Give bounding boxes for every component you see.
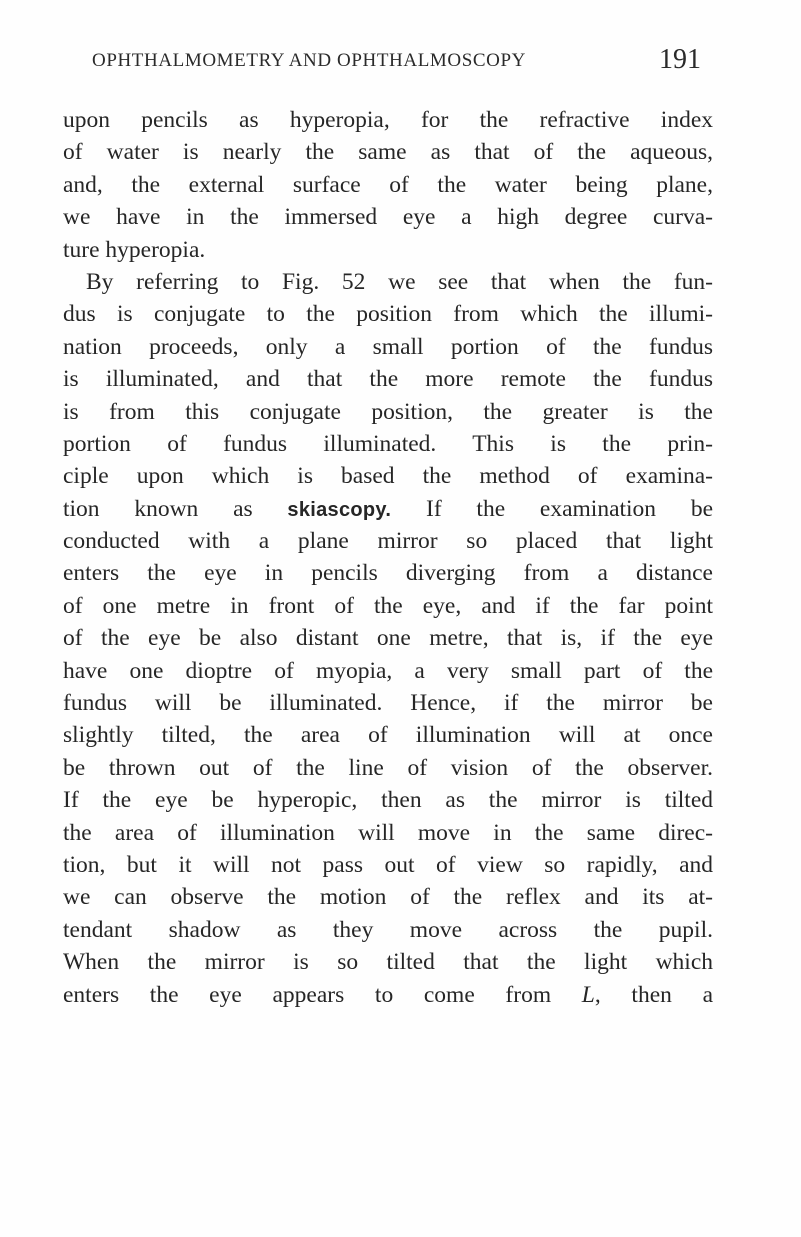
text-line-start: enters the eye appears to come from bbox=[63, 981, 582, 1008]
text-line: have one dioptre of myopia, a very small part of the bbox=[63, 657, 713, 684]
text-line bbox=[63, 493, 713, 525]
text-line: dus is conjugate to the position from which the illumi- bbox=[63, 301, 713, 328]
text-line: enters the eye in pencils diverging from a distance bbox=[63, 560, 713, 587]
text-line: tion, but it will not pass out of view so rapidly, and bbox=[63, 851, 713, 878]
running-title: OPHTHALMOMETRY AND OPHTHALMOSCOPY bbox=[92, 50, 526, 71]
text-line: of water is nearly the same as that of the aqueous, bbox=[63, 139, 713, 166]
text-line-start: tion known as bbox=[63, 495, 288, 522]
text-line: If the eye be hyperopic, then as the mirror is tilted bbox=[63, 787, 713, 814]
text-line: of the eye be also distant one metre, that is, if the eye bbox=[63, 625, 713, 652]
text-line: conducted with a plane mirror so placed that light bbox=[63, 528, 713, 555]
body-text bbox=[63, 104, 713, 1011]
text-line: portion of fundus illuminated. This is the prin- bbox=[63, 430, 713, 457]
text-line: we have in the immersed eye a high degree curva- bbox=[63, 204, 713, 231]
point-label-l: L bbox=[581, 981, 595, 1008]
text-line: ciple upon which is based the method of examina- bbox=[63, 463, 713, 490]
skiascopy-term: skiascopy. bbox=[287, 498, 392, 521]
text-line-end: , then a bbox=[594, 981, 713, 1008]
text-line: and, the external surface of the water being plane, bbox=[63, 171, 713, 198]
text-line: tendant shadow as they move across the pupil. bbox=[63, 916, 713, 943]
text-line: fundus will be illuminated. Hence, if the mirror be bbox=[63, 690, 713, 717]
text-line-end: If the examination be bbox=[391, 495, 714, 522]
text-line: By referring to Fig. 52 we see that when the fun- bbox=[86, 268, 713, 295]
text-line: we can observe the motion of the reflex and its at- bbox=[63, 884, 713, 911]
text-line: When the mirror is so tilted that the light which bbox=[63, 949, 713, 976]
running-head bbox=[92, 38, 712, 78]
page-number: 191 bbox=[659, 44, 701, 75]
text-line: of one metre in front of the eye, and if the far point bbox=[63, 592, 713, 619]
text-line: the area of illumination will move in the same direc- bbox=[63, 819, 713, 846]
text-line: upon pencils as hyperopia, for the refractive index bbox=[63, 107, 713, 133]
text-line: is from this conjugate position, the greater is the bbox=[63, 398, 713, 425]
text-line: ture hyperopia. bbox=[63, 236, 206, 263]
text-line: nation proceeds, only a small portion of the fundus bbox=[63, 333, 713, 360]
text-line: slightly tilted, the area of illumination will at once bbox=[63, 722, 713, 749]
text-line bbox=[63, 979, 713, 1011]
text-line: be thrown out of the line of vision of the observer. bbox=[63, 754, 713, 781]
text-line: is illuminated, and that the more remote the fundus bbox=[63, 366, 713, 393]
